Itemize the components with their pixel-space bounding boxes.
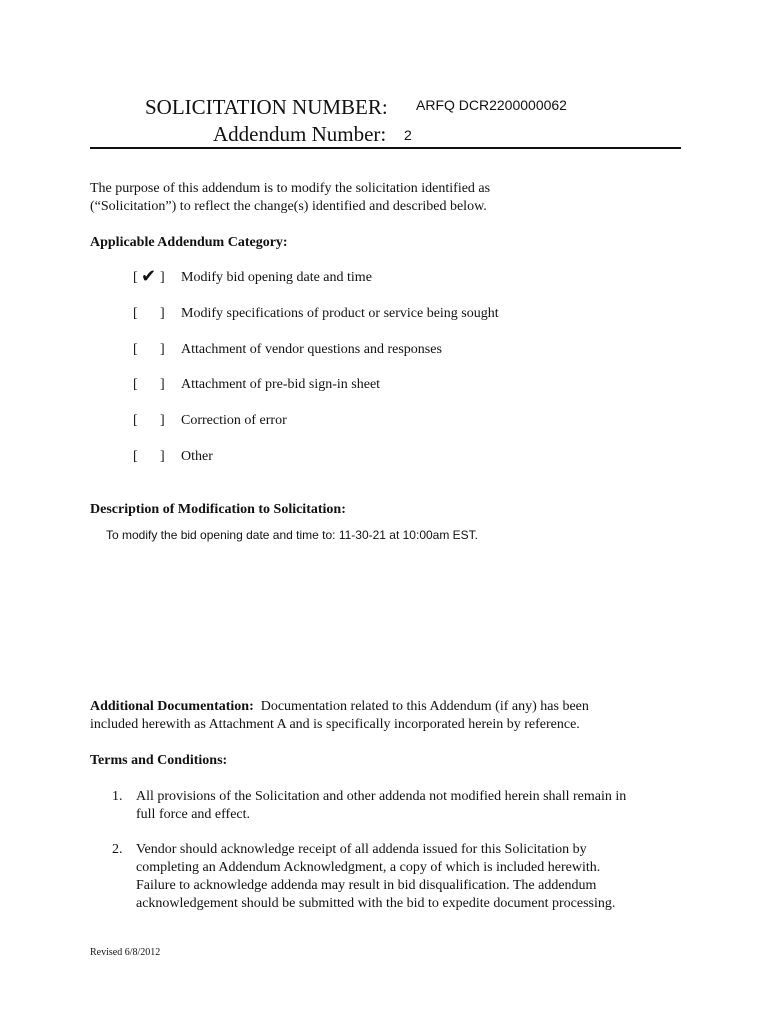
- terms-item-number: 1.: [112, 789, 123, 804]
- purpose-line-1: The purpose of this addendum is to modify the solicitation identified as: [90, 181, 491, 196]
- terms-line: Failure to acknowledge addenda may result in bid disqualification. The addendum: [136, 878, 597, 893]
- description-heading: Description of Modification to Solicitation:: [90, 502, 346, 517]
- terms-line: Vendor should acknowledge receipt of all addenda issued for this Solicitation by: [136, 842, 587, 857]
- additional-doc-label: Additional Documentation:: [90, 699, 254, 714]
- bracket-open: [: [133, 377, 138, 392]
- terms-item-text: [136, 788, 626, 824]
- bracket-close: ]: [160, 449, 165, 464]
- bracket-open: [: [133, 449, 138, 464]
- terms-line: completing an Addendum Acknowledgment, a copy of which is included herewith.: [136, 860, 601, 875]
- bracket-close: ]: [160, 377, 165, 392]
- terms-item-text: [136, 841, 615, 913]
- header-divider: [90, 147, 681, 149]
- terms-line: acknowledgement should be submitted with the bid to expedite document processing.: [136, 896, 616, 911]
- bracket-open: [: [133, 413, 138, 428]
- bracket-close: ]: [160, 306, 165, 321]
- bracket-close: ]: [160, 270, 165, 285]
- additional-doc-line-1: Documentation related to this Addendum (if any) has been: [260, 699, 589, 714]
- checkmark-icon[interactable]: ✔: [141, 266, 157, 287]
- addendum-number-label: Addendum Number:: [213, 122, 387, 146]
- description-text[interactable]: To modify the bid opening date and time to: 11-30-21 at 10:00am EST.: [106, 528, 479, 542]
- bracket-open: [: [133, 342, 138, 357]
- bracket-close: ]: [160, 342, 165, 357]
- solicitation-number-value: ARFQ DCR2200000062: [416, 97, 567, 113]
- category-heading: Applicable Addendum Category:: [90, 235, 288, 250]
- addendum-number-value: 2: [404, 127, 412, 143]
- bracket-open: [: [133, 306, 138, 321]
- solicitation-number-label: SOLICITATION NUMBER:: [145, 95, 388, 119]
- category-label: Modify bid opening date and time: [181, 270, 372, 285]
- terms-heading: Terms and Conditions:: [90, 753, 228, 768]
- bracket-open: [: [133, 270, 138, 285]
- category-label: Modify specifications of product or service being sought: [181, 306, 499, 321]
- bracket-close: ]: [160, 413, 165, 428]
- purpose-paragraph: [90, 180, 680, 216]
- category-label: Attachment of pre-bid sign-in sheet: [181, 377, 381, 392]
- purpose-line-2: (“Solicitation”) to reflect the change(s) identified and described below.: [90, 199, 487, 214]
- additional-documentation: [90, 698, 680, 734]
- category-label: Attachment of vendor questions and responses: [181, 342, 442, 357]
- terms-item-number: 2.: [112, 842, 123, 857]
- additional-doc-line-2: included herewith as Attachment A and is specifically incorporated herein by reference.: [90, 717, 580, 732]
- category-label: Other: [181, 449, 213, 464]
- category-label: Correction of error: [181, 413, 287, 428]
- terms-line: All provisions of the Solicitation and other addenda not modified herein shall remain in: [136, 789, 627, 804]
- revision-footer: Revised 6/8/2012: [90, 947, 161, 958]
- terms-line: full force and effect.: [136, 807, 251, 822]
